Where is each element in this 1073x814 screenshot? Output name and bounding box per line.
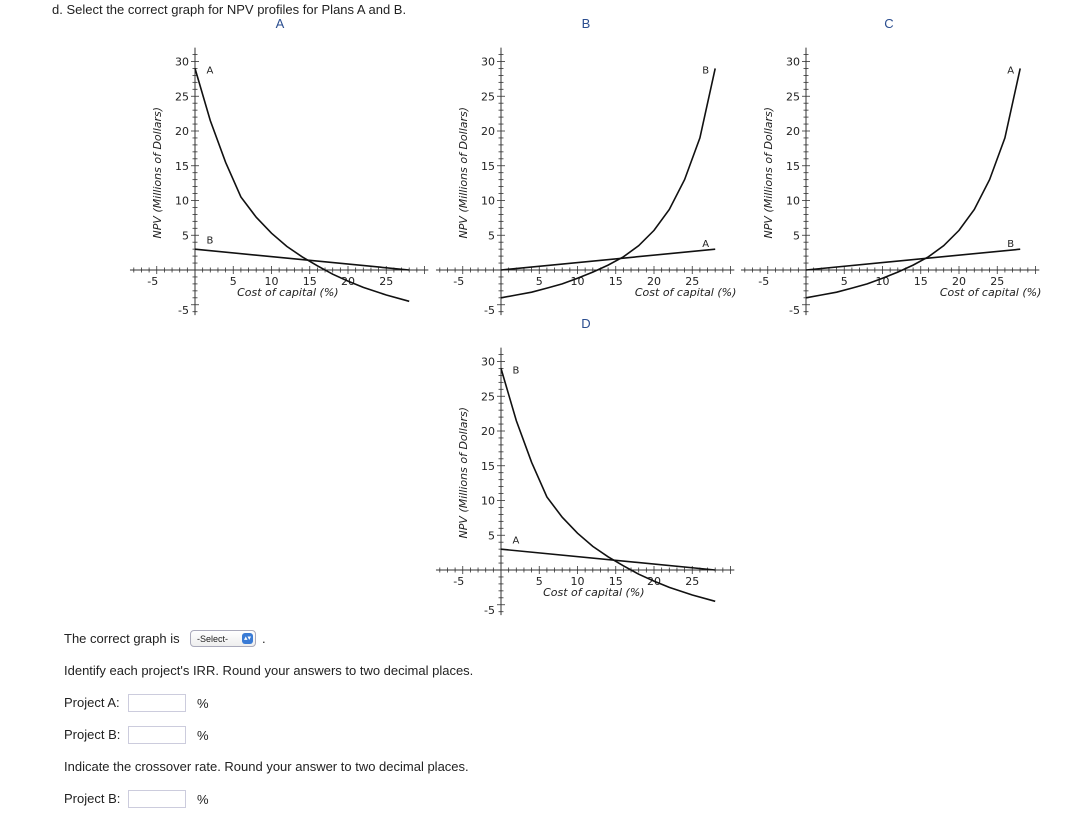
updown-arrow-icon: ▴▾ xyxy=(243,635,252,642)
x-tick-label: 25 xyxy=(379,275,394,288)
line-label: A xyxy=(512,535,520,547)
y-tick-label: 30 xyxy=(786,55,800,69)
x-tick-label: 5 xyxy=(535,575,543,588)
line-label: B xyxy=(1007,239,1015,251)
x-tick-label: 15 xyxy=(302,275,317,288)
question-title: d. Select the correct graph for NPV profiles for Plans A and B. xyxy=(52,2,407,17)
irr-instruction: Identify each project's IRR. Round your answers to two decimal places. xyxy=(64,663,474,678)
x-tick-label: 25 xyxy=(990,275,1005,288)
y-tick-label: 25 xyxy=(481,390,495,404)
x-axis-label: Cost of capital (%) xyxy=(237,286,339,299)
x-tick-label: 20 xyxy=(647,575,661,588)
y-tick-label: 25 xyxy=(481,90,495,104)
graph-label-b: B xyxy=(581,16,591,31)
series-A-line xyxy=(806,68,1020,297)
y-tick-label: -5 xyxy=(484,603,495,617)
graph-select[interactable] xyxy=(190,630,256,647)
project-b-label: Project B: xyxy=(64,727,121,742)
x-tick-label: 5 xyxy=(229,275,237,288)
y-axis-label: NPV (Millions of Dollars) xyxy=(762,106,775,239)
x-tick-label: -5 xyxy=(453,275,465,288)
x-tick-label: 15 xyxy=(913,275,928,288)
x-tick-label: 5 xyxy=(840,275,848,288)
y-tick-label: 15 xyxy=(481,159,495,173)
crossover-rate-input[interactable] xyxy=(128,790,186,808)
x-axis-label: Cost of capital (%) xyxy=(634,286,737,299)
x-tick-label: 15 xyxy=(608,275,623,288)
line-label: A xyxy=(702,239,710,251)
project-a-irr-input[interactable] xyxy=(128,694,186,712)
x-axis-label: Cost of capital (%) xyxy=(939,286,1042,299)
y-tick-label: 25 xyxy=(175,90,189,104)
y-tick-label: 5 xyxy=(488,529,495,543)
project-b-unit: % xyxy=(197,728,209,743)
project-a-label: Project A: xyxy=(64,695,120,710)
x-tick-label: 10 xyxy=(264,275,279,288)
y-tick-label: 15 xyxy=(786,159,800,173)
npv-graph-a xyxy=(140,40,430,330)
y-tick-label: 20 xyxy=(175,125,189,138)
select-suffix: . xyxy=(262,631,266,646)
x-tick-label: 10 xyxy=(570,275,585,288)
series-A-line xyxy=(501,549,715,570)
y-tick-label: -5 xyxy=(178,303,189,317)
y-tick-label: 10 xyxy=(481,194,495,208)
graph-label-c: C xyxy=(884,16,894,31)
series-B-line xyxy=(806,249,1020,270)
x-axis-label: Cost of capital (%) xyxy=(543,586,645,599)
crossover-instruction: Indicate the crossover rate. Round your answer to two decimal places. xyxy=(64,759,469,774)
x-tick-label: -5 xyxy=(758,275,770,288)
y-tick-label: 5 xyxy=(182,229,189,243)
y-tick-label: 20 xyxy=(786,125,800,138)
y-tick-label: 10 xyxy=(175,194,189,208)
axes xyxy=(436,48,734,317)
graph-label-a: A xyxy=(275,16,285,31)
curve-label: B xyxy=(702,65,710,77)
axes xyxy=(436,348,734,617)
graph-label-d: D xyxy=(581,316,591,331)
y-axis-label: NPV (Millions of Dollars) xyxy=(457,106,470,239)
project-a-unit: % xyxy=(197,696,209,711)
x-tick-label: 20 xyxy=(341,275,355,288)
x-tick-label: 20 xyxy=(952,275,966,288)
y-tick-label: -5 xyxy=(789,303,800,317)
x-tick-label: -5 xyxy=(147,275,159,288)
curve-label: B xyxy=(512,365,520,377)
x-tick-label: 10 xyxy=(875,275,890,288)
x-tick-label: 5 xyxy=(535,275,543,288)
y-tick-label: 5 xyxy=(488,229,495,243)
npv-graph-b xyxy=(446,40,736,330)
x-tick-label: 10 xyxy=(570,575,585,588)
y-tick-label: 10 xyxy=(481,494,495,508)
y-tick-label: 30 xyxy=(481,355,495,369)
select-prompt: The correct graph is xyxy=(64,631,180,646)
crossover-unit: % xyxy=(197,792,209,807)
series-B-line xyxy=(501,68,715,297)
y-tick-label: 5 xyxy=(793,229,800,243)
npv-graph-d xyxy=(446,340,736,630)
y-tick-label: 20 xyxy=(481,125,495,138)
x-tick-label: 15 xyxy=(608,575,623,588)
series-B-line xyxy=(195,249,409,270)
curve-label: A xyxy=(1007,65,1015,77)
y-axis-label: NPV (Millions of Dollars) xyxy=(457,406,470,539)
crossover-project-label: Project B: xyxy=(64,791,121,806)
npv-graph-c xyxy=(751,40,1041,330)
y-tick-label: 25 xyxy=(786,90,800,104)
y-axis-label: NPV (Millions of Dollars) xyxy=(151,106,164,239)
y-tick-label: -5 xyxy=(484,303,495,317)
y-tick-label: 30 xyxy=(175,55,189,69)
y-tick-label: 10 xyxy=(786,194,800,208)
y-tick-label: 15 xyxy=(481,459,495,473)
x-tick-label: 20 xyxy=(647,275,661,288)
x-tick-label: -5 xyxy=(453,575,465,588)
curve-label: A xyxy=(206,65,214,77)
axes xyxy=(130,48,428,317)
x-tick-label: 25 xyxy=(685,275,700,288)
graph-select-value: -Select- xyxy=(197,634,229,644)
axes xyxy=(741,48,1039,317)
y-tick-label: 30 xyxy=(481,55,495,69)
y-tick-label: 20 xyxy=(481,425,495,438)
y-tick-label: 15 xyxy=(175,159,189,173)
series-A-line xyxy=(501,249,715,270)
project-b-irr-input[interactable] xyxy=(128,726,186,744)
x-tick-label: 25 xyxy=(685,575,700,588)
line-label: B xyxy=(206,235,214,247)
